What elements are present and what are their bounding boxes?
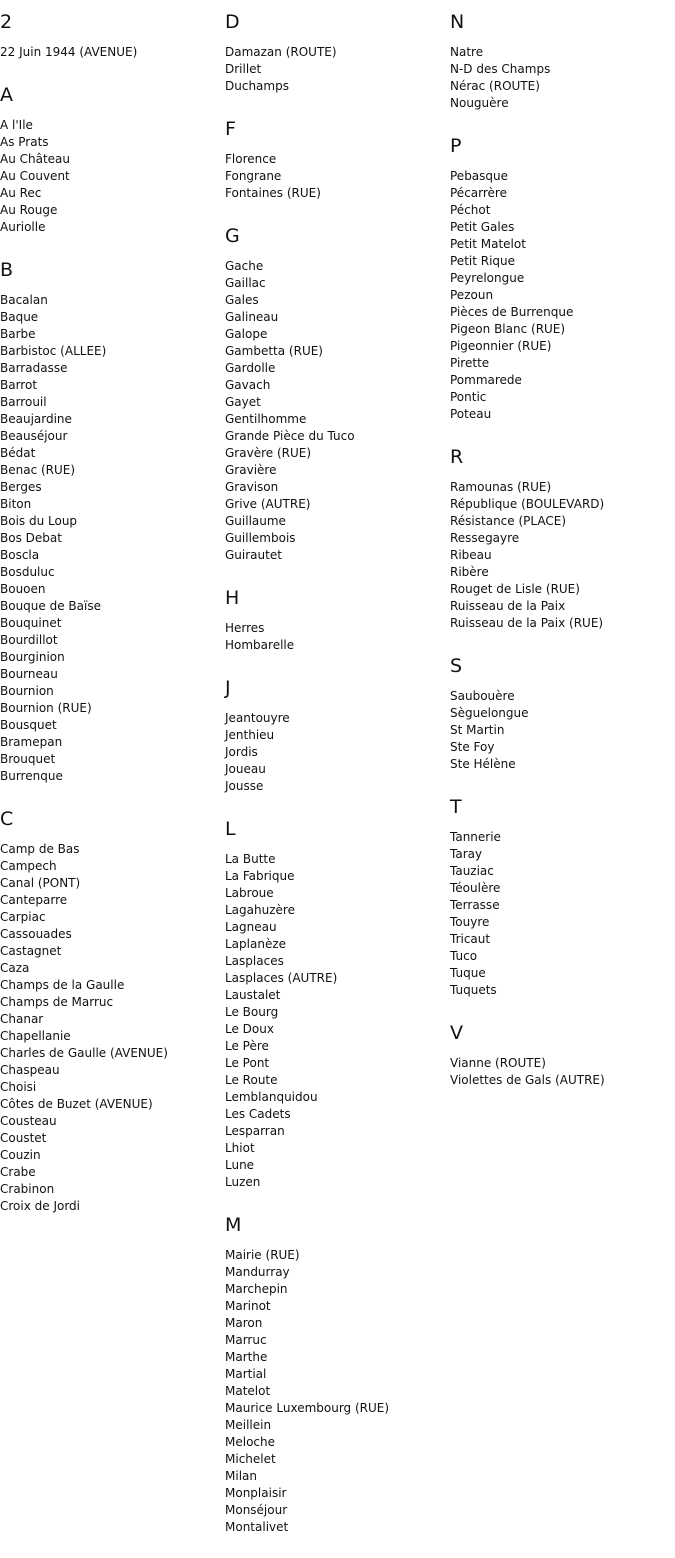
- column-1: [0, 10, 225, 1237]
- street-name: Champs de la Gaulle: [0, 978, 125, 992]
- street-name: Le Père: [225, 1039, 269, 1053]
- street-name: Le Doux: [225, 1022, 274, 1036]
- section-letter-heading: 2: [0, 11, 13, 33]
- street-name: Biton: [0, 497, 32, 511]
- street-name: Burrenque: [0, 769, 63, 783]
- street-name: Terrasse: [450, 898, 500, 912]
- street-name: Petit Gales: [450, 220, 515, 234]
- section-letter-heading: N: [450, 11, 465, 33]
- street-name: Barbe: [0, 327, 36, 341]
- street-name: Meloche: [225, 1435, 275, 1449]
- street-name: Campech: [0, 859, 57, 873]
- street-name: Tauziac: [450, 864, 494, 878]
- street-list: [225, 151, 450, 202]
- section-A: [0, 83, 225, 236]
- street-name: Pontic: [450, 390, 487, 404]
- street-name: Monplaisir: [225, 1486, 287, 1500]
- street-name: Damazan (ROUTE): [225, 45, 337, 59]
- street-name: Laplanèze: [225, 937, 287, 951]
- street-name: Bourneau: [0, 667, 58, 681]
- street-name: Boscla: [0, 548, 40, 562]
- street-name: Gravière: [225, 463, 277, 477]
- street-name: Marthe: [225, 1350, 268, 1364]
- street-name: Petit Matelot: [450, 237, 526, 251]
- street-name: Pommarede: [450, 373, 522, 387]
- street-name: Gavach: [225, 378, 271, 392]
- street-name: Nouguère: [450, 96, 509, 110]
- street-name: Ste Foy: [450, 740, 495, 754]
- street-name: Guillaume: [225, 514, 286, 528]
- section-T: [450, 795, 675, 999]
- street-name: Fontaines (RUE): [225, 186, 321, 200]
- street-name: Au Château: [0, 152, 71, 166]
- street-name: Résistance (PLACE): [450, 514, 566, 528]
- street-name: Maurice Luxembourg (RUE): [225, 1401, 390, 1415]
- street-name: Péchot: [450, 203, 491, 217]
- section-S: [450, 654, 675, 773]
- section-letter-heading: T: [450, 796, 462, 818]
- street-name: Crabinon: [0, 1182, 55, 1196]
- section-letter-heading: J: [225, 677, 231, 699]
- street-name: Canal (PONT): [0, 876, 81, 890]
- section-L: [225, 817, 450, 1191]
- section-J: [225, 676, 450, 795]
- street-name: Gardolle: [225, 361, 276, 375]
- street-name: Bacalan: [0, 293, 48, 307]
- street-name: Jenthieu: [225, 728, 275, 742]
- street-name: Sèguelongue: [450, 706, 529, 720]
- street-list: [0, 117, 225, 236]
- street-list: [450, 44, 675, 112]
- street-name: Téoulère: [450, 881, 501, 895]
- street-name: Ressegayre: [450, 531, 520, 545]
- street-name: Marruc: [225, 1333, 267, 1347]
- street-name: Gentilhomme: [225, 412, 307, 426]
- street-name: Rouget de Lisle (RUE): [450, 582, 580, 596]
- street-name: Fongrane: [225, 169, 282, 183]
- street-name: Pièces de Burrenque: [450, 305, 574, 319]
- street-name: Bosduluc: [0, 565, 55, 579]
- street-list: [225, 258, 450, 564]
- street-name: Bouquinet: [0, 616, 62, 630]
- street-list: [450, 688, 675, 773]
- street-name: Bouoen: [0, 582, 46, 596]
- street-name: La Butte: [225, 852, 276, 866]
- street-name: Chanar: [0, 1012, 44, 1026]
- street-name: Crabe: [0, 1165, 36, 1179]
- street-list: [450, 829, 675, 999]
- street-name: Ramounas (RUE): [450, 480, 552, 494]
- street-name: Canteparre: [0, 893, 68, 907]
- street-name: Tannerie: [450, 830, 501, 844]
- street-name: Couzin: [0, 1148, 41, 1162]
- street-name: Duchamps: [225, 79, 289, 93]
- street-name: Tuco: [450, 949, 478, 963]
- section-D: [225, 10, 450, 95]
- street-name: Gaillac: [225, 276, 266, 290]
- street-name: Bournion: [0, 684, 54, 698]
- street-name: Auriolle: [0, 220, 46, 234]
- street-name: Lagahuzère: [225, 903, 295, 917]
- street-name: Petit Rique: [450, 254, 516, 268]
- street-name: Pécarrère: [450, 186, 507, 200]
- street-name: Grande Pièce du Tuco: [225, 429, 355, 443]
- street-name: Côtes de Buzet (AVENUE): [0, 1097, 153, 1111]
- street-name: Le Route: [225, 1073, 278, 1087]
- street-name: Cousteau: [0, 1114, 57, 1128]
- street-name: Bouque de Baïse: [0, 599, 101, 613]
- street-name: Castagnet: [0, 944, 62, 958]
- street-name: Charles de Gaulle (AVENUE): [0, 1046, 168, 1060]
- street-name: Poteau: [450, 407, 492, 421]
- street-name: Camp de Bas: [0, 842, 80, 856]
- street-name: Ribère: [450, 565, 489, 579]
- street-list: [225, 620, 450, 654]
- street-name: Meillein: [225, 1418, 272, 1432]
- street-list: [0, 841, 225, 1215]
- street-name: Montalivet: [225, 1520, 289, 1534]
- street-name: As Prats: [0, 135, 49, 149]
- street-name: Peyrelongue: [450, 271, 525, 285]
- street-name: Violettes de Gals (AUTRE): [450, 1073, 605, 1087]
- street-name: Lagneau: [225, 920, 277, 934]
- section-letter-heading: H: [225, 587, 240, 609]
- street-name: Chaspeau: [0, 1063, 60, 1077]
- street-name: Maron: [225, 1316, 263, 1330]
- street-name: Lemblanquidou: [225, 1090, 318, 1104]
- street-name: Ribeau: [450, 548, 492, 562]
- street-name: Benac (RUE): [0, 463, 76, 477]
- street-name: Gambetta (RUE): [225, 344, 323, 358]
- street-name: Barrot: [0, 378, 38, 392]
- street-name: Gravison: [225, 480, 279, 494]
- street-name: Choisi: [0, 1080, 37, 1094]
- street-name: Tricaut: [450, 932, 491, 946]
- section-letter-heading: V: [450, 1022, 463, 1044]
- street-name: La Fabrique: [225, 869, 295, 883]
- street-name: Gravère (RUE): [225, 446, 312, 460]
- street-name: Laustalet: [225, 988, 281, 1002]
- section-letter-heading: P: [450, 135, 462, 157]
- street-name: Lasplaces: [225, 954, 284, 968]
- section-2: [0, 10, 225, 61]
- street-list: [0, 44, 225, 61]
- street-name: Carpiac: [0, 910, 46, 924]
- street-name: Ste Hélène: [450, 757, 516, 771]
- street-name: Joueau: [225, 762, 266, 776]
- section-letter-heading: R: [450, 446, 464, 468]
- street-name: Vianne (ROUTE): [450, 1056, 546, 1070]
- street-name: N-D des Champs: [450, 62, 551, 76]
- street-name: Gache: [225, 259, 264, 273]
- street-name: Beauséjour: [0, 429, 68, 443]
- street-name: Florence: [225, 152, 277, 166]
- street-name: 22 Juin 1944 (AVENUE): [0, 45, 138, 59]
- street-list: [225, 44, 450, 95]
- street-list: [450, 168, 675, 423]
- section-letter-heading: D: [225, 11, 240, 33]
- street-name: Gales: [225, 293, 259, 307]
- street-name: Marinot: [225, 1299, 271, 1313]
- section-F: [225, 117, 450, 202]
- street-name: A l'Ile: [0, 118, 33, 132]
- section-letter-heading: L: [225, 818, 236, 840]
- section-B: [0, 258, 225, 785]
- street-name: Ruisseau de la Paix: [450, 599, 566, 613]
- street-name: Le Bourg: [225, 1005, 279, 1019]
- street-name: Chapellanie: [0, 1029, 71, 1043]
- street-name: Pezoun: [450, 288, 494, 302]
- street-name: Pebasque: [450, 169, 509, 183]
- section-M: [225, 1213, 450, 1536]
- street-name: Luzen: [225, 1175, 261, 1189]
- street-name: St Martin: [450, 723, 505, 737]
- street-name: Drillet: [225, 62, 262, 76]
- street-name: Bousquet: [0, 718, 57, 732]
- street-name: Jousse: [225, 779, 264, 793]
- section-letter-heading: B: [0, 259, 14, 281]
- street-name: Le Pont: [225, 1056, 270, 1070]
- street-name: Barradasse: [0, 361, 68, 375]
- street-name: Champs de Marruc: [0, 995, 114, 1009]
- column-3: [450, 10, 675, 1111]
- street-name: Herres: [225, 621, 265, 635]
- street-name: Bourdillot: [0, 633, 58, 647]
- section-G: [225, 224, 450, 564]
- street-name: Cassouades: [0, 927, 72, 941]
- street-list: [225, 851, 450, 1191]
- street-name: Marchepin: [225, 1282, 288, 1296]
- section-letter-heading: A: [0, 84, 13, 106]
- street-name: Bois du Loup: [0, 514, 78, 528]
- street-name: Touyre: [450, 915, 490, 929]
- street-name: Pigeonnier (RUE): [450, 339, 552, 353]
- street-name: Caza: [0, 961, 30, 975]
- street-name: Labroue: [225, 886, 274, 900]
- street-name: Saubouère: [450, 689, 515, 703]
- street-list: [450, 1055, 675, 1089]
- street-name: Pirette: [450, 356, 490, 370]
- street-name: Les Cadets: [225, 1107, 291, 1121]
- section-P: [450, 134, 675, 423]
- section-H: [225, 586, 450, 654]
- street-name: Lesparran: [225, 1124, 285, 1138]
- street-name: Martial: [225, 1367, 267, 1381]
- street-name: Au Couvent: [0, 169, 70, 183]
- street-name: Galineau: [225, 310, 279, 324]
- street-name: Mairie (RUE): [225, 1248, 300, 1262]
- section-C: [0, 807, 225, 1215]
- street-name: Hombarelle: [225, 638, 295, 652]
- section-N: [450, 10, 675, 112]
- street-name: Grive (AUTRE): [225, 497, 311, 511]
- street-name: Mandurray: [225, 1265, 290, 1279]
- street-name: Beaujardine: [0, 412, 72, 426]
- section-R: [450, 445, 675, 632]
- street-name: Bournion (RUE): [0, 701, 92, 715]
- section-letter-heading: M: [225, 1214, 242, 1236]
- street-name: Milan: [225, 1469, 257, 1483]
- street-name: Gayet: [225, 395, 261, 409]
- street-name: Tuquets: [450, 983, 497, 997]
- street-name: Jeantouyre: [225, 711, 290, 725]
- street-name: Au Rouge: [0, 203, 58, 217]
- street-name: Lasplaces (AUTRE): [225, 971, 338, 985]
- street-name: Natre: [450, 45, 484, 59]
- column-2: [225, 10, 450, 1558]
- street-name: Baque: [0, 310, 39, 324]
- street-name: Michelet: [225, 1452, 276, 1466]
- street-name: Barrouil: [0, 395, 47, 409]
- street-name: Bos Debat: [0, 531, 62, 545]
- section-letter-heading: C: [0, 808, 14, 830]
- street-name: Lune: [225, 1158, 255, 1172]
- street-name: Taray: [450, 847, 483, 861]
- section-letter-heading: F: [225, 118, 236, 140]
- street-name: Ruisseau de la Paix (RUE): [450, 616, 604, 630]
- section-letter-heading: S: [450, 655, 463, 677]
- street-name: Jordis: [225, 745, 258, 759]
- street-name: Galope: [225, 327, 268, 341]
- section-letter-heading: G: [225, 225, 240, 247]
- street-name: Nérac (ROUTE): [450, 79, 540, 93]
- street-list: [0, 292, 225, 785]
- section-V: [450, 1021, 675, 1089]
- street-name: Guirautet: [225, 548, 282, 562]
- street-name: Brouquet: [0, 752, 56, 766]
- street-name: Lhiot: [225, 1141, 255, 1155]
- street-name: Bourginion: [0, 650, 65, 664]
- street-name: Pigeon Blanc (RUE): [450, 322, 566, 336]
- street-name: Tuque: [450, 966, 486, 980]
- street-name: Bramepan: [0, 735, 63, 749]
- street-name: Berges: [0, 480, 42, 494]
- street-name: Barbistoc (ALLEE): [0, 344, 107, 358]
- street-name: République (BOULEVARD): [450, 497, 605, 511]
- street-list: [225, 710, 450, 795]
- street-name: Matelot: [225, 1384, 271, 1398]
- street-name: Croix de Jordi: [0, 1199, 81, 1213]
- street-name: Bédat: [0, 446, 36, 460]
- street-name: Coustet: [0, 1131, 47, 1145]
- street-name: Monséjour: [225, 1503, 288, 1517]
- street-name: Guillembois: [225, 531, 296, 545]
- street-list: [225, 1247, 450, 1536]
- street-list: [450, 479, 675, 632]
- street-name: Au Rec: [0, 186, 42, 200]
